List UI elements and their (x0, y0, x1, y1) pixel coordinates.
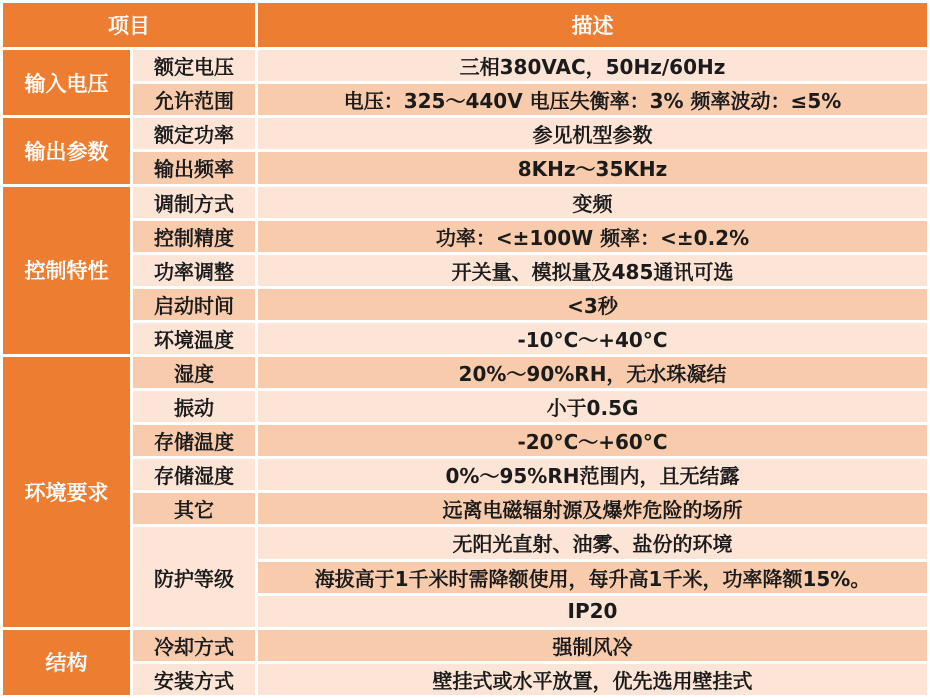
table-row (3, 221, 927, 252)
table-row (3, 152, 927, 183)
desc-cell: 海拔高于1千米时需降额使用，每升高1千米，功率降额15%。 (258, 562, 927, 593)
group-cell-input-voltage: 输入电压 (3, 50, 130, 115)
desc-cell: 壁挂式或水平放置，优先选用壁挂式 (258, 664, 927, 695)
item-cell-protection-grade: 防护等级 (133, 527, 255, 626)
item-cell: 其它 (133, 493, 255, 524)
table-row (3, 84, 927, 115)
table-row (3, 391, 927, 422)
item-cell: 安装方式 (133, 664, 255, 695)
item-cell: 存储温度 (133, 425, 255, 456)
desc-cell: 参见机型参数 (258, 118, 927, 149)
table-row (3, 664, 927, 695)
desc-cell: 强制风冷 (258, 630, 927, 661)
table-row (3, 118, 927, 149)
desc-cell: 变频 (258, 187, 927, 218)
item-cell: 调制方式 (133, 187, 255, 218)
desc-cell: <3秒 (258, 289, 927, 320)
desc-cell: 远离电磁辐射源及爆炸危险的场所 (258, 493, 927, 524)
desc-cell: 无阳光直射、油雾、盐份的环境 (258, 527, 927, 558)
item-cell: 湿度 (133, 357, 255, 388)
group-cell-environment: 环境要求 (3, 357, 130, 627)
table-row (3, 527, 927, 558)
desc-cell: -10°C～+40°C (258, 323, 927, 354)
desc-cell: 开关量、模拟量及485通讯可选 (258, 255, 927, 286)
table-row (3, 50, 927, 81)
desc-cell: 电压：325～440V 电压失衡率：3% 频率波动：≤5% (258, 84, 927, 115)
item-cell: 额定功率 (133, 118, 255, 149)
header-desc-column: 描述 (258, 3, 927, 47)
desc-cell: 功率：<±100W 频率：<±0.2% (258, 221, 927, 252)
header-item-column: 项目 (3, 3, 255, 47)
item-cell: 启动时间 (133, 289, 255, 320)
desc-cell: 0%～95%RH范围内，且无结露 (258, 459, 927, 490)
desc-cell: 小于0.5G (258, 391, 927, 422)
desc-cell: 20%～90%RH，无水珠凝结 (258, 357, 927, 388)
table-row (3, 187, 927, 218)
group-cell-control-features: 控制特性 (3, 187, 130, 354)
item-cell: 控制精度 (133, 221, 255, 252)
item-cell: 额定电压 (133, 50, 255, 81)
table-row (3, 630, 927, 661)
table-row (3, 323, 927, 354)
header-row (3, 3, 927, 47)
item-cell: 冷却方式 (133, 630, 255, 661)
table-row (3, 425, 927, 456)
desc-cell: IP20 (258, 596, 927, 627)
table-row (3, 493, 927, 524)
item-cell: 振动 (133, 391, 255, 422)
table-row (3, 255, 927, 286)
desc-cell: 三相380VAC，50Hz/60Hz (258, 50, 927, 81)
table-row (3, 289, 927, 320)
desc-cell: 8KHz～35KHz (258, 152, 927, 183)
item-cell: 环境温度 (133, 323, 255, 354)
item-cell: 输出频率 (133, 152, 255, 183)
item-cell: 存储湿度 (133, 459, 255, 490)
item-cell: 功率调整 (133, 255, 255, 286)
desc-cell: -20°C～+60°C (258, 425, 927, 456)
table-row (3, 357, 927, 388)
item-cell: 允许范围 (133, 84, 255, 115)
group-cell-output-params: 输出参数 (3, 118, 130, 183)
group-cell-structure: 结构 (3, 630, 130, 695)
table-row (3, 459, 927, 490)
